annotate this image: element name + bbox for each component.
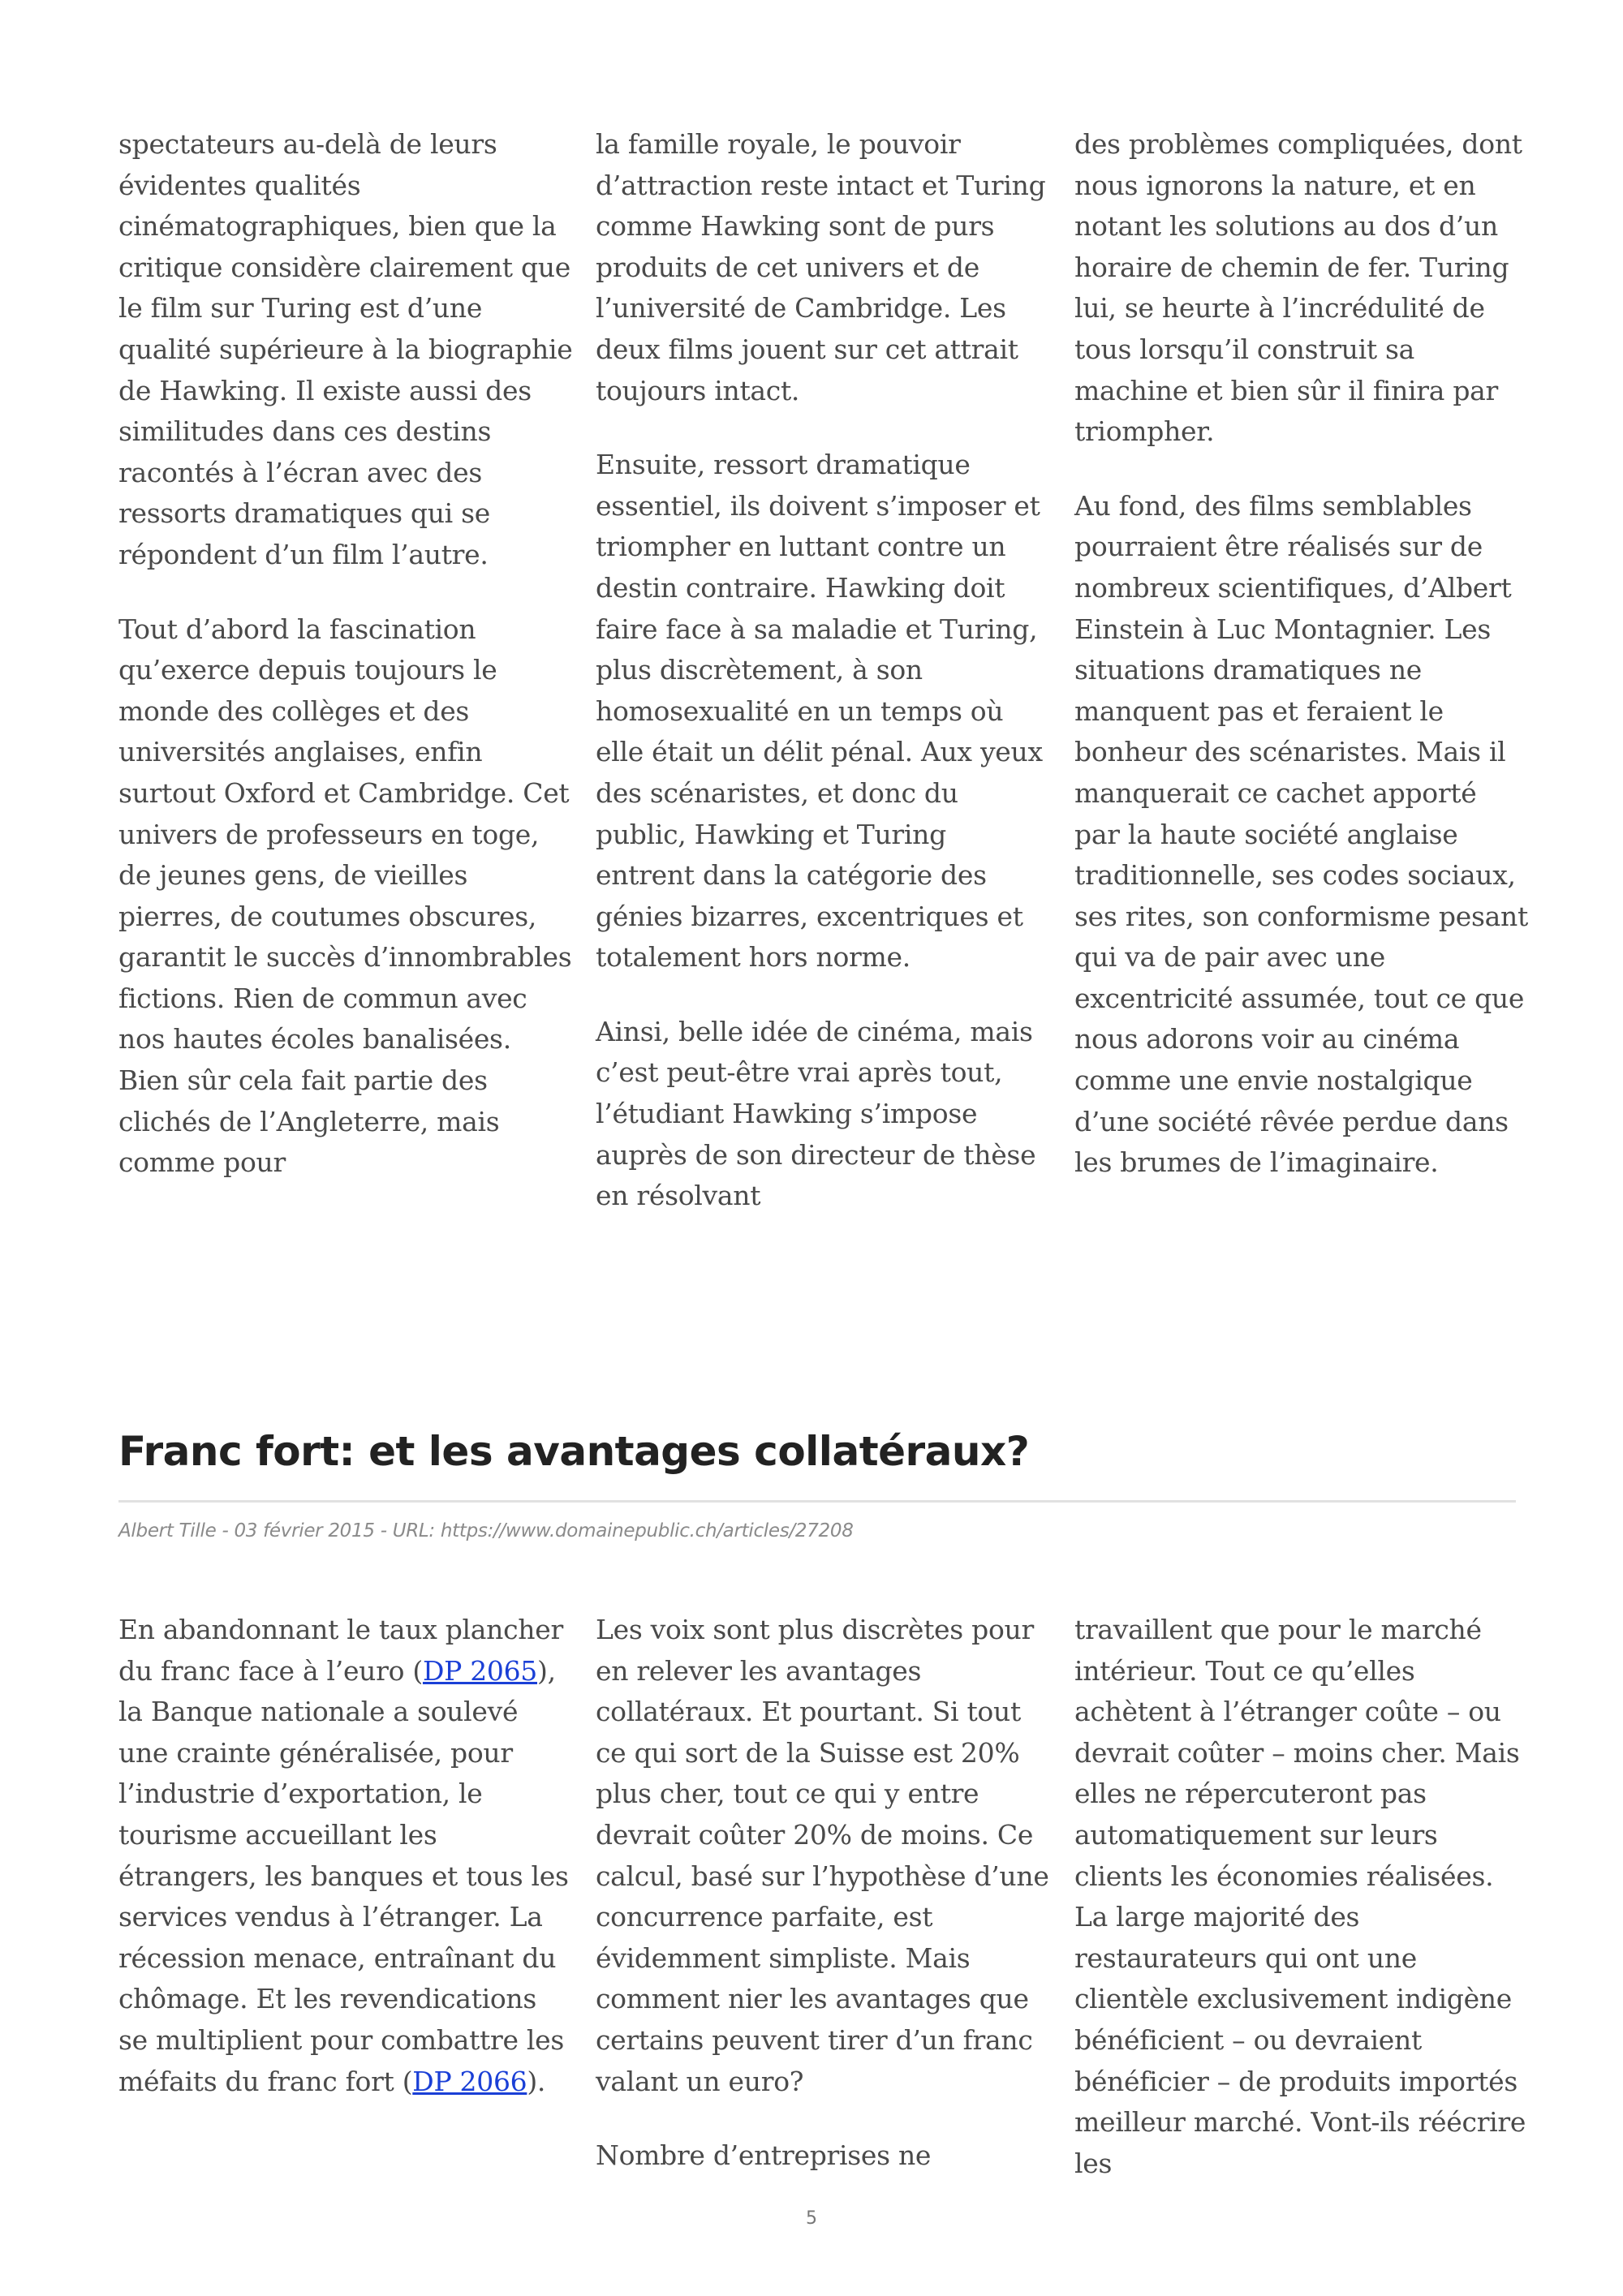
paragraph: Les voix sont plus discrètes pour en relever les avantages collatéraux. Et pourtant. Si tout ce qui sort de la Suisse est 20% plus cher, tout ce qui y entre devrait coûter 20% de moins. Ce calcul, basé sur l’hypothèse d’une concurrence parfaite, est évidemment simpliste. Mais comment nier les avantages que certains peuvent tirer d’un franc valant un euro? xyxy=(596,1614,1049,2097)
paragraph: spectateurs au-delà de leurs évidentes qualités cinématographiques, bien que la critique considère clairement que le film sur Turing est d’une qualité supérieure à la biographie de Hawking. Il existe aussi des similitudes dans ces destins racontés à l’écran avec des ressorts dramatiques qui se répondent d’un film l’autre. xyxy=(118,128,573,570)
paragraph: Ainsi, belle idée de cinéma, mais c’est peut-être vrai après tout, l’étudiant Hawking s’impose auprès de son directeur de thèse en résolvant xyxy=(596,1015,1036,1212)
paragraph-text: ), la Banque nationale a soulevé une crainte généralisée, pour l’industrie d’exportation, le tourisme accueillant les étrangers, les banques et tous les services vendus à l’étranger. La récession menace, entraînant du chômage. Et les revendications se multiplient pour combattre les méfaits du franc fort ( xyxy=(118,1654,569,2097)
article-column-3 xyxy=(1074,1610,1529,2184)
dp-2066-link[interactable]: DP 2066 xyxy=(412,2065,527,2097)
paragraph: la famille royale, le pouvoir d’attraction reste intact et Turing comme Hawking sont de purs produits de cet univers et de l’université de Cambridge. Les deux films jouent sur cet attrait toujours intact. xyxy=(596,128,1046,406)
paragraph xyxy=(118,1610,573,2102)
paragraph: des problèmes compliquées, dont nous ignorons la nature, et en notant les solutions au dos d’un horaire de chemin de fer. Turing lui, se heurte à l’incrédulité de tous lorsqu’il construit sa machine et bien sûr il finira par triompher. xyxy=(1074,128,1522,448)
article-column-1 xyxy=(118,1610,573,2102)
top-article-column-1 xyxy=(118,124,573,1184)
paragraph: Ensuite, ressort dramatique essentiel, ils doivent s’imposer et triompher en luttant contre un destin contraire. Hawking doit faire face à sa maladie et Turing, plus discrètement, à son homosexualité en un temps où elle était un délit pénal. Aux yeux des scénaristes, et donc du public, Hawking et Turing entrent dans la catégorie des génies bizarres, excentriques et totalement hors norme. xyxy=(596,449,1043,974)
paragraph: Au fond, des films semblables pourraient être réalisés sur de nombreux scientifiques, d’Albert Einstein à Luc Montagnier. Les situations dramatiques ne manquent pas et feraient le bonheur des scénaristes. Mais il manquerait ce cachet apporté par la haute société anglaise traditionnelle, ses codes sociaux, ses rites, son conformisme pesant qui va de pair avec une excentricité assumée, tout ce que nous adorons voir au cinéma comme une envie nostalgique d’une société rêvée perdue dans les brumes de l’imaginaire. xyxy=(1074,489,1528,1179)
paragraph: travaillent que pour le marché intérieur. Tout ce qu’elles achètent à l’étranger coûte – ou devrait coûter – moins cher. Mais elles ne répercuteront pas automatiquement sur leurs clients les économies réalisées. La large majorité des restaurateurs qui ont une clientèle exclusivement indigène bénéficient – ou devraient bénéficier – de produits importés meilleur marché. Vont-ils réécrire les xyxy=(1074,1614,1526,2179)
paragraph: Nombre d’entreprises ne xyxy=(596,2139,932,2172)
article-column-2 xyxy=(596,1610,1050,2177)
article-byline: Albert Tille - 03 février 2015 - URL: https://www.domainepublic.ch/articles/27208 xyxy=(118,1520,854,1541)
paragraph: Tout d’abord la fascination qu’exerce depuis toujours le monde des collèges et des universités anglaises, enfin surtout Oxford et Cambridge. Cet univers de professeurs en toge, de jeunes gens, de vieilles pierres, de coutumes obscures, garantit le succès d’innombrables fictions. Rien de commun avec nos hautes écoles banalisées. Bien sûr cela fait partie des clichés de l’Angleterre, mais comme pour xyxy=(118,613,572,1179)
title-divider xyxy=(118,1500,1516,1503)
top-article-column-2 xyxy=(596,124,1050,1217)
top-article-column-3 xyxy=(1074,124,1529,1184)
paragraph-text: ). xyxy=(527,2065,546,2097)
page-number: 5 xyxy=(806,2208,817,2229)
paragraph-text: En abandonnant le taux plancher du franc face à l’euro ( xyxy=(118,1614,563,1687)
article-title: Franc fort: et les avantages collatéraux? xyxy=(118,1428,1030,1475)
dp-2065-link[interactable]: DP 2065 xyxy=(422,1654,537,1687)
